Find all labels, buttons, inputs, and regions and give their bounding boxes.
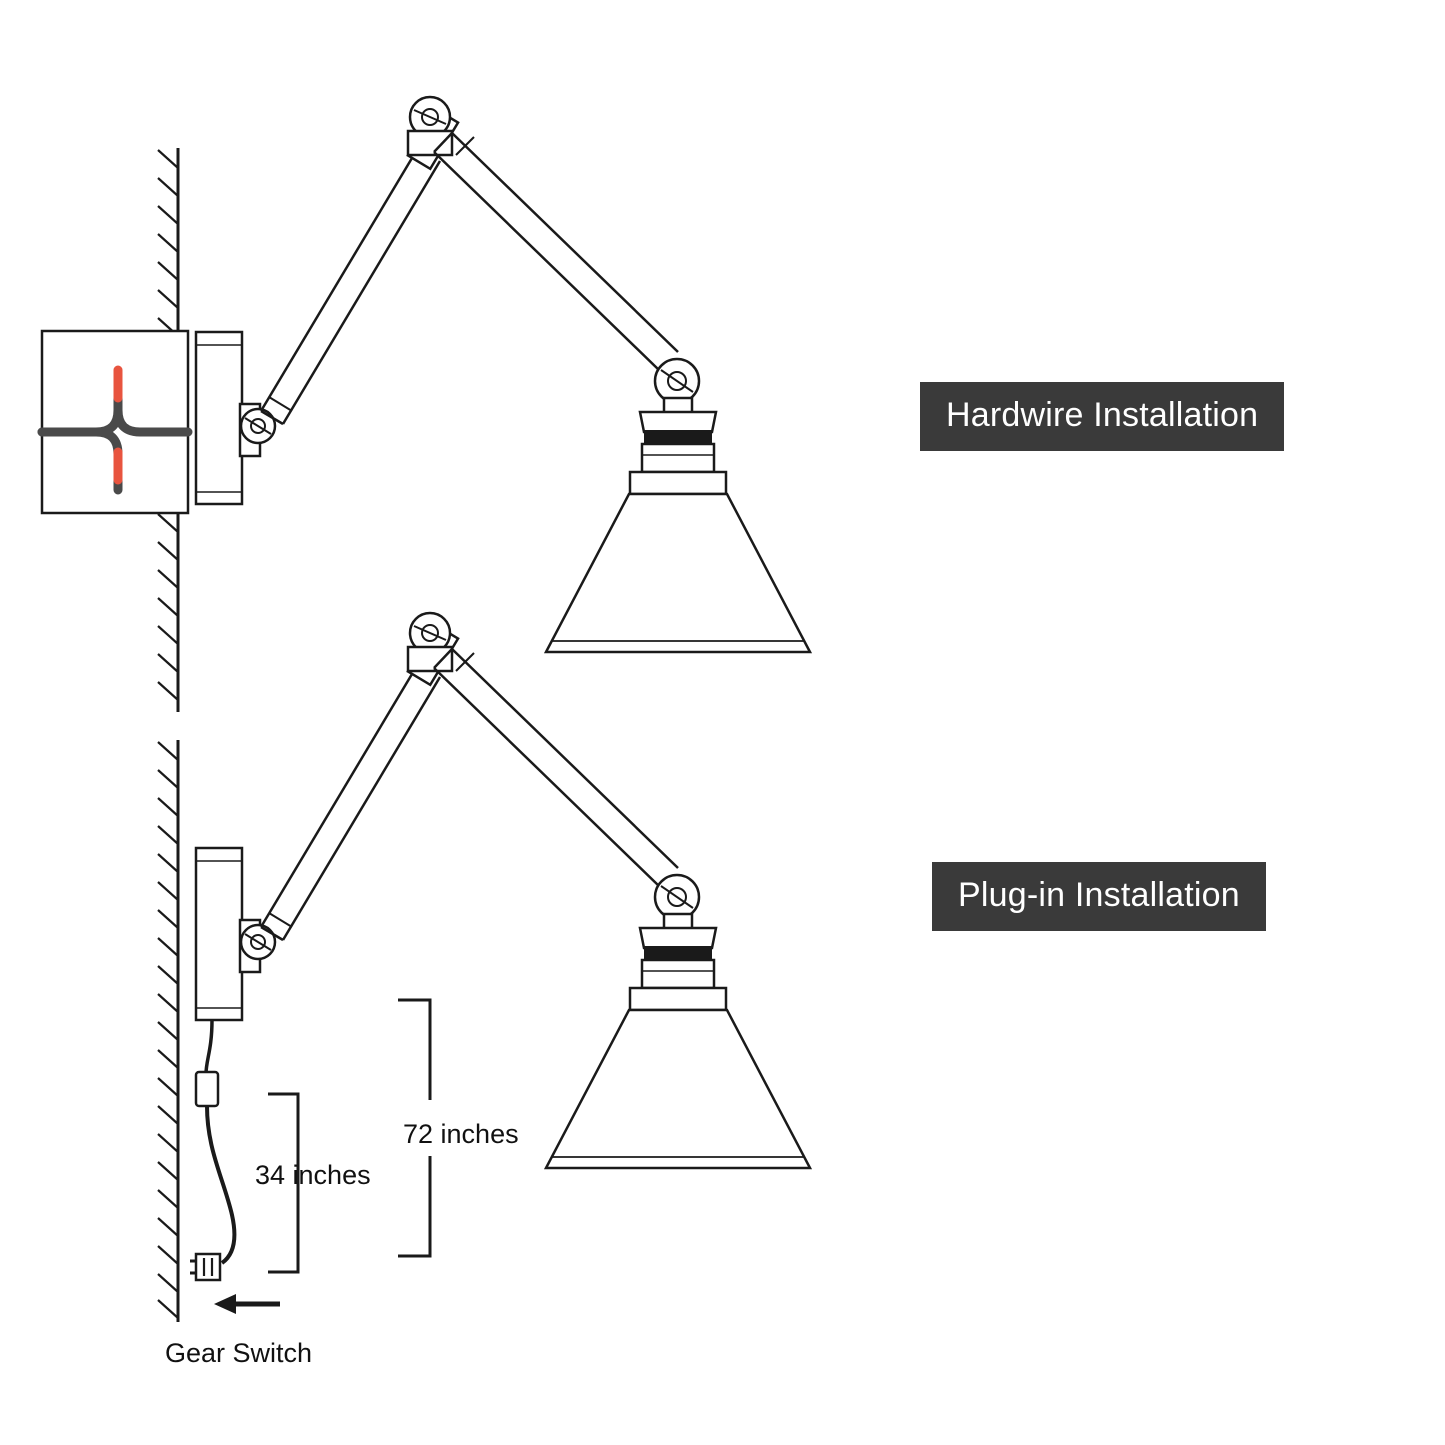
wall-mount-plate-top: [196, 332, 242, 504]
wall-bottom: [158, 740, 178, 1322]
plugin-assembly: [158, 613, 810, 1322]
lamp-socket-top: [630, 412, 726, 494]
label-plugin-installation: Plug-in Installation: [932, 862, 1266, 931]
label-hardwire-installation: Hardwire Installation: [920, 382, 1284, 451]
lower-swivel-joint-top: [240, 404, 275, 456]
upper-arm-bottom: [434, 649, 678, 887]
shade-swivel-joint-bottom: [655, 875, 699, 932]
lower-swivel-joint-bottom: [240, 920, 275, 972]
lamp-shade-top: [546, 494, 810, 652]
upper-arm-top: [434, 133, 678, 371]
annotation-gear-switch: Gear Switch: [165, 1338, 313, 1368]
lower-arm-bottom: [261, 664, 440, 940]
junction-box: [42, 331, 188, 513]
dimension-label-height: 72 inches: [403, 1119, 519, 1149]
inline-switch: [196, 1072, 218, 1106]
lamp-socket-bottom: [630, 928, 726, 1010]
lamp-shade-bottom: [546, 1010, 810, 1168]
power-cord: [196, 1020, 234, 1263]
gear-switch-arrow: [214, 1294, 280, 1314]
plug-icon: [190, 1254, 220, 1280]
dimension-label-cord: 34 inches: [255, 1160, 371, 1190]
lower-arm-top: [261, 148, 440, 424]
shade-swivel-joint-top: [655, 359, 699, 416]
wall-mount-plate-bottom: [196, 848, 242, 1020]
